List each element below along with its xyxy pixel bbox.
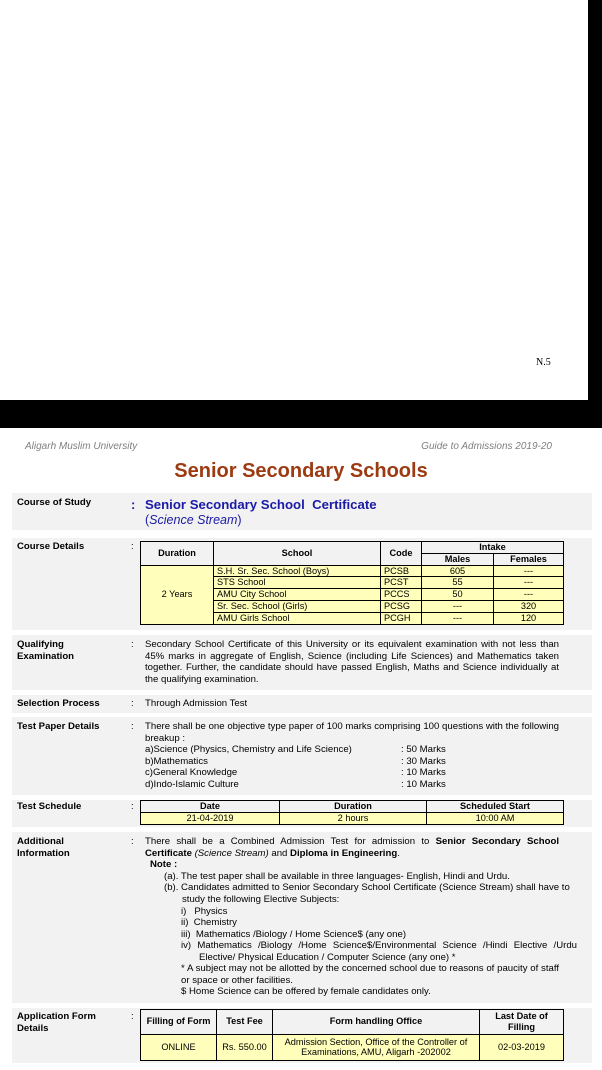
colon: : bbox=[131, 1011, 134, 1022]
colon: : bbox=[131, 836, 134, 847]
males-cell: --- bbox=[422, 600, 494, 612]
code-cell: PCGH bbox=[381, 612, 422, 624]
colon: : bbox=[131, 541, 134, 552]
elective-item: iii) Mathematics /Biology / Home Science$ (any one) bbox=[181, 929, 407, 940]
note-b: (b). Candidates admitted to Senior Secondary School Certificate (Science Stream) shall have to study the following Elective Subjects: bbox=[164, 882, 570, 905]
table-row bbox=[141, 812, 564, 824]
office-cell: Admission Section, Office of the Controller of Examinations, AMU, Aligarh -202002 bbox=[273, 1034, 480, 1061]
colon: : bbox=[131, 801, 134, 812]
code-cell: PCSB bbox=[381, 565, 422, 577]
table-row bbox=[141, 565, 564, 577]
section-gap bbox=[12, 713, 592, 717]
col-office: Form handling Office bbox=[273, 1010, 480, 1035]
males-cell: --- bbox=[422, 612, 494, 624]
header-university: Aligarh Muslim University bbox=[25, 441, 138, 452]
school-cell: AMU City School bbox=[214, 589, 381, 601]
course-details-label: Course Details bbox=[17, 541, 85, 552]
breakup-subject: a)Science (Physics, Chemistry and Life Science) bbox=[145, 744, 352, 755]
col-school: School bbox=[214, 542, 381, 566]
page-title: Senior Secondary Schools bbox=[174, 460, 428, 482]
section-gap bbox=[12, 1003, 592, 1008]
start-cell: 10:00 AM bbox=[427, 812, 564, 824]
colon: : bbox=[131, 639, 134, 650]
code-cell: PCCS bbox=[381, 589, 422, 601]
section-gap bbox=[12, 630, 592, 635]
col-males: Males bbox=[422, 553, 494, 565]
table-row bbox=[141, 1034, 564, 1061]
duration-cell: 2 Years bbox=[141, 565, 214, 624]
qualifying-label: Qualifying Examination bbox=[17, 639, 75, 662]
col-date: Date bbox=[141, 801, 280, 813]
females-cell: 120 bbox=[494, 612, 564, 624]
test-paper-label: Test Paper Details bbox=[17, 721, 100, 732]
duration-cell: 2 hours bbox=[280, 812, 427, 824]
col-duration: Duration bbox=[280, 801, 427, 813]
females-cell: --- bbox=[494, 565, 564, 577]
application-label: Application Form Details bbox=[17, 1011, 96, 1034]
application-table bbox=[140, 1009, 564, 1061]
col-intake: Intake bbox=[422, 542, 564, 554]
note-label: Note : bbox=[150, 859, 178, 870]
additional-label: Additional Information bbox=[17, 836, 70, 859]
header-guide: Guide to Admissions 2019-20 bbox=[421, 441, 552, 452]
note-a: (a). The test paper shall be available in three languages- English, Hindi and Urdu. bbox=[164, 871, 510, 882]
col-scheduled-start: Scheduled Start bbox=[427, 801, 564, 813]
col-code: Code bbox=[381, 542, 422, 566]
col-last-date: Last Date of Filling bbox=[480, 1010, 564, 1035]
course-colon: : bbox=[131, 497, 136, 512]
school-cell: Sr. Sec. School (Girls) bbox=[214, 600, 381, 612]
selection-text: Through Admission Test bbox=[145, 698, 248, 709]
breakup-marks: : 30 Marks bbox=[401, 756, 446, 767]
additional-intro: There shall be a Combined Admission Test for admission to Senior Secondary School Certificate (Science Stream) and Diploma in Engineering. bbox=[145, 836, 559, 859]
col-filling: Filling of Form bbox=[141, 1010, 217, 1035]
section-gap bbox=[12, 690, 592, 695]
qualifying-text: Secondary School Certificate of this University or its equivalent examination with not less than 45% marks in aggregate of English, Science (including Life Sciences) and Mathematics taken together. Further, the candidate should have passed English, Maths and Science individually at the qualifying examination. bbox=[145, 639, 559, 685]
males-cell: 605 bbox=[422, 565, 494, 577]
females-cell: 320 bbox=[494, 600, 564, 612]
school-cell: S.H. Sr. Sec. School (Boys) bbox=[214, 565, 381, 577]
course-of-study-label: Course of Study bbox=[17, 497, 92, 508]
breakup-marks: : 50 Marks bbox=[401, 744, 446, 755]
test-paper-intro: There shall be one objective type paper of 100 marks comprising 100 questions with the following breakup : bbox=[145, 721, 559, 744]
date-cell: 21-04-2019 bbox=[141, 812, 280, 824]
section-gap bbox=[12, 530, 592, 538]
females-cell: --- bbox=[494, 589, 564, 601]
col-test-fee: Test Fee bbox=[217, 1010, 273, 1035]
fee-cell: Rs. 550.00 bbox=[217, 1034, 273, 1061]
footnote-star: * A subject may not be allotted by the concerned school due to reasons of paucity of staff or space or other facilities. bbox=[181, 963, 559, 986]
col-females: Females bbox=[494, 553, 564, 565]
breakup-subject: c)General Knowledge bbox=[145, 767, 238, 778]
code-cell: PCSG bbox=[381, 600, 422, 612]
school-cell: STS School bbox=[214, 577, 381, 589]
schedule-table bbox=[140, 800, 564, 825]
breakup-subject: d)Indo-Islamic Culture bbox=[145, 779, 239, 790]
page-separator bbox=[0, 400, 602, 428]
breakup-marks: : 10 Marks bbox=[401, 779, 446, 790]
code-cell: PCST bbox=[381, 577, 422, 589]
colon: : bbox=[131, 698, 134, 709]
males-cell: 50 bbox=[422, 589, 494, 601]
section-gap bbox=[12, 827, 592, 832]
elective-item: ii) Chemistry bbox=[181, 917, 237, 928]
course-details-table bbox=[140, 541, 564, 625]
elective-item: iv) Mathematics /Biology /Home Science$/Environmental Science /Hindi Elective /Urdu Elective/ Physical Education / Computer Science (any one) * bbox=[181, 940, 577, 963]
right-edge-bar bbox=[588, 0, 602, 428]
col-duration: Duration bbox=[141, 542, 214, 566]
last-date-cell: 02-03-2019 bbox=[480, 1034, 564, 1061]
footnote-dollar: $ Home Science can be offered by female candidates only. bbox=[181, 986, 431, 997]
breakup-subject: b)Mathematics bbox=[145, 756, 208, 767]
breakup-marks: : 10 Marks bbox=[401, 767, 446, 778]
females-cell: --- bbox=[494, 577, 564, 589]
elective-item: i) Physics bbox=[181, 906, 228, 917]
colon: : bbox=[131, 721, 134, 732]
schedule-label: Test Schedule bbox=[17, 801, 82, 812]
filling-cell: ONLINE bbox=[141, 1034, 217, 1061]
selection-label: Selection Process bbox=[17, 698, 100, 709]
males-cell: 55 bbox=[422, 577, 494, 589]
course-stream: (Science Stream) bbox=[145, 513, 242, 527]
school-cell: AMU Girls School bbox=[214, 612, 381, 624]
course-name: Senior Secondary School Certificate bbox=[145, 497, 377, 512]
page-number: N.5 bbox=[536, 357, 551, 368]
